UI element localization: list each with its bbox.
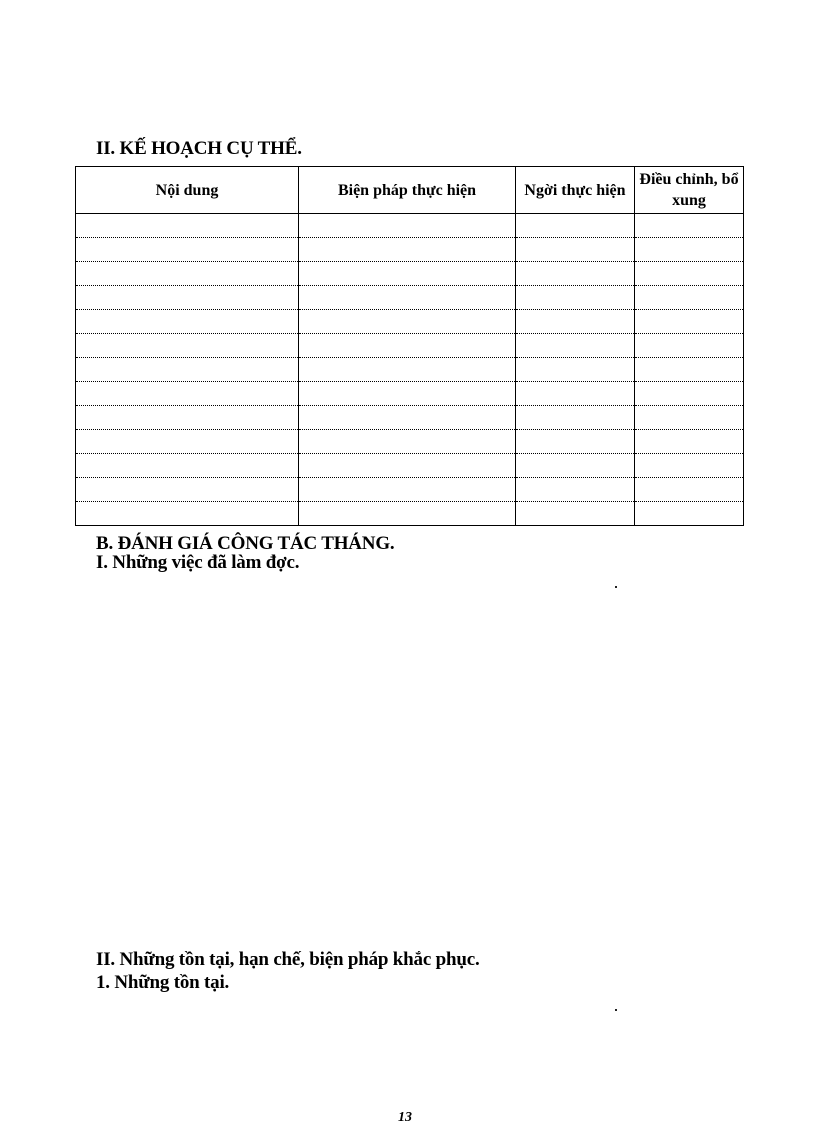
table-cell bbox=[635, 478, 744, 502]
ink-dot bbox=[615, 1009, 617, 1011]
table-cell bbox=[516, 310, 635, 334]
work-done-heading: I. Những việc đã làm đợc. bbox=[96, 552, 300, 573]
table-row bbox=[76, 334, 744, 358]
table-row bbox=[76, 406, 744, 430]
table-cell bbox=[299, 214, 516, 238]
ink-dot bbox=[615, 586, 617, 588]
table-cell bbox=[76, 262, 299, 286]
table-row bbox=[76, 478, 744, 502]
table-cell bbox=[299, 478, 516, 502]
table-cell bbox=[76, 334, 299, 358]
table-cell bbox=[516, 406, 635, 430]
table-cell bbox=[635, 286, 744, 310]
table-cell bbox=[76, 382, 299, 406]
table-cell bbox=[516, 334, 635, 358]
table-cell bbox=[76, 406, 299, 430]
issues-sub-heading: 1. Những tồn tại. bbox=[96, 972, 230, 993]
table-cell bbox=[76, 478, 299, 502]
table-cell bbox=[516, 478, 635, 502]
table-cell bbox=[516, 430, 635, 454]
table-cell bbox=[299, 358, 516, 382]
table-row bbox=[76, 214, 744, 238]
issues-heading: II. Những tồn tại, hạn chế, biện pháp khắc phục. bbox=[96, 949, 480, 970]
table-cell bbox=[299, 310, 516, 334]
table-cell bbox=[299, 382, 516, 406]
table-cell bbox=[516, 382, 635, 406]
header-person-in-charge: Ngời thực hiện bbox=[516, 167, 635, 214]
table-cell bbox=[76, 454, 299, 478]
table-cell bbox=[299, 454, 516, 478]
table-cell bbox=[516, 358, 635, 382]
table-row bbox=[76, 382, 744, 406]
table-cell bbox=[516, 238, 635, 262]
table-cell bbox=[635, 262, 744, 286]
table-cell bbox=[635, 454, 744, 478]
table-cell bbox=[76, 358, 299, 382]
table-cell bbox=[635, 214, 744, 238]
table-row bbox=[76, 502, 744, 526]
table-cell bbox=[76, 430, 299, 454]
table-cell bbox=[635, 502, 744, 526]
table-cell bbox=[516, 286, 635, 310]
header-measures: Biện pháp thực hiện bbox=[299, 167, 516, 214]
page-number: 13 bbox=[398, 1110, 412, 1125]
table-cell bbox=[299, 430, 516, 454]
table-cell bbox=[76, 310, 299, 334]
plan-section-heading: II. KẾ HOẠCH CỤ THỂ. bbox=[96, 138, 302, 159]
table-row bbox=[76, 238, 744, 262]
plan-table-body bbox=[76, 214, 744, 526]
table-cell bbox=[635, 358, 744, 382]
table-cell bbox=[516, 502, 635, 526]
table-row bbox=[76, 286, 744, 310]
table-row bbox=[76, 430, 744, 454]
table-cell bbox=[76, 286, 299, 310]
table-row bbox=[76, 358, 744, 382]
header-adjustments: Điều chỉnh, bổ xung bbox=[635, 167, 744, 214]
table-cell bbox=[635, 406, 744, 430]
table-cell bbox=[635, 430, 744, 454]
plan-table bbox=[75, 166, 744, 526]
header-content: Nội dung bbox=[76, 167, 299, 214]
table-cell bbox=[516, 454, 635, 478]
table-row bbox=[76, 262, 744, 286]
table-cell bbox=[76, 214, 299, 238]
table-cell bbox=[516, 214, 635, 238]
table-cell bbox=[299, 502, 516, 526]
table-cell bbox=[299, 406, 516, 430]
table-row bbox=[76, 310, 744, 334]
table-cell bbox=[299, 262, 516, 286]
plan-table-header-row bbox=[76, 167, 744, 214]
table-cell bbox=[76, 502, 299, 526]
table-row bbox=[76, 454, 744, 478]
table-cell bbox=[635, 382, 744, 406]
table-cell bbox=[299, 238, 516, 262]
table-cell bbox=[299, 286, 516, 310]
table-cell bbox=[299, 334, 516, 358]
table-cell bbox=[76, 238, 299, 262]
table-cell bbox=[635, 310, 744, 334]
evaluation-section-heading: B. ĐÁNH GIÁ CÔNG TÁC THÁNG. bbox=[96, 533, 395, 554]
table-cell bbox=[635, 334, 744, 358]
table-cell bbox=[635, 238, 744, 262]
table-cell bbox=[516, 262, 635, 286]
